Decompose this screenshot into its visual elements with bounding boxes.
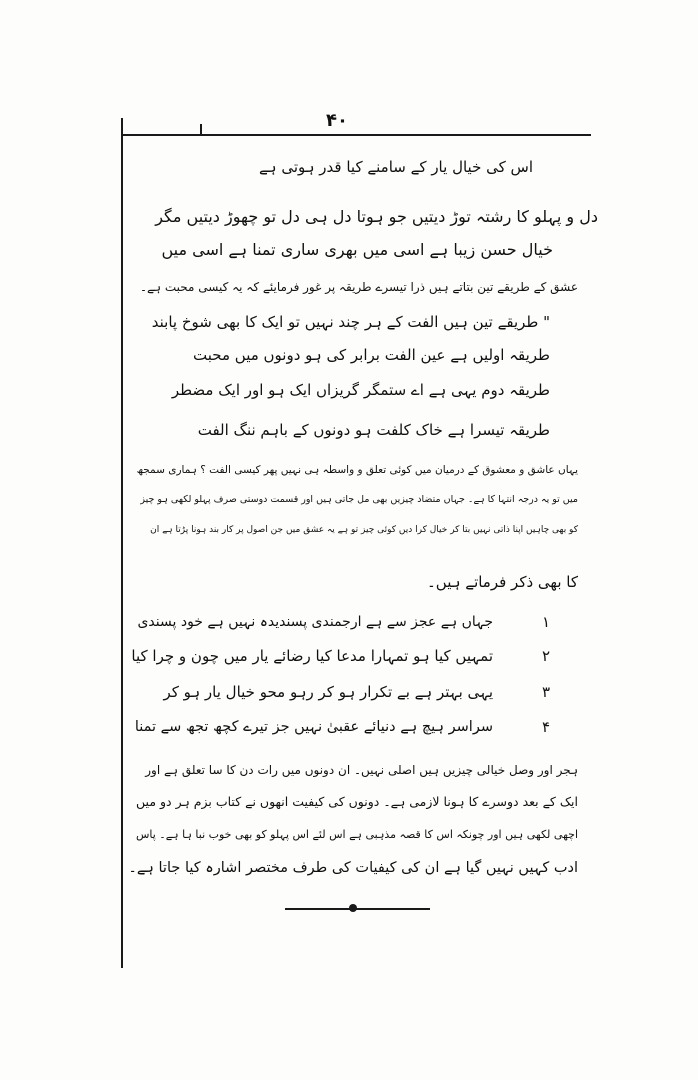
- footer-dot: [349, 904, 357, 912]
- header-tick: [200, 124, 202, 134]
- verse-line-7: جہاں ہے عجز سے ہے ارجمندی پسندیدہ نہیں ہے خود پسندی: [137, 614, 493, 630]
- text-line-6: کا بھی ذکر فرماتے ہیں۔: [426, 573, 578, 591]
- verse-line-2: خیال حسن زیبا ہے اسی میں بھری ساری تمنا ہے اسی میں: [161, 240, 553, 259]
- text-line-2: عشق کے طریقے تین بتاتے ہیں ذرا تیسرے طریقہ پر غور فرمایئے کہ یہ کیسی محبت ہے۔: [139, 280, 578, 294]
- text-line-10: ادب کہیں نہیں گیا ہے ان کی کیفیات کی طرف مختصر اشارہ کیا جاتا ہے۔: [128, 860, 578, 876]
- verse-line-4: طریقہ اولیں ہے عین الفت برابر کی ہو دونوں میں محبت: [193, 346, 550, 364]
- verse-line-9: یہی بہتر ہے بے تکرار ہو کر رہو محو خیال یار ہو کر: [163, 683, 493, 701]
- text-line-9: اچھی لکھی ہیں اور چونکہ اس کا قصہ مذہبی ہے اس لئے اس پہلو کو بھی خوب نبا ہا ہے۔ پاس: [135, 828, 578, 841]
- verse-marker-3: ۳: [541, 683, 550, 701]
- header-rule: [121, 134, 591, 136]
- verse-line-1: دل و پہلو کا رشتہ توڑ دیتیں جو ہوتا دل ہی دل تو چھوڑ دیتیں مگر: [155, 207, 598, 226]
- verse-line-5: طریقہ دوم یہی ہے اے ستمگر گریزاں ایک ہو اور ایک مضطر: [171, 381, 550, 399]
- text-line-8: ایک کے بعد دوسرے کا ہونا لازمی ہے۔ دونوں کی کیفیت انھوں نے کتاب بزم ہر دو میں: [136, 794, 578, 809]
- verse-line-6: طریقہ تیسرا ہے خاک کلفت ہو دونوں کے باہم ننگ الفت: [197, 421, 550, 439]
- text-line-3: یہاں عاشق و معشوق کے درمیان میں کوئی تعلق و واسطہ ہی نہیں پھر کیسی الفت ؟ ہماری سمجھ: [136, 464, 578, 476]
- verse-marker-4: ۴: [541, 718, 550, 736]
- text-line-5: کو بھی چاہیں اپنا ذاتی نہیں بتا کر خیال کرا دیں کوئی چیز تو ہے یہ عشق میں جن اصول پر کار بند ہونا پڑتا ہے ان: [150, 525, 578, 535]
- text-line-4: میں تو یہ درجہ انتہا کا ہے۔ جہاں متضاد چیزیں بھی مل جاتی ہیں اور قسمت دوستی صرف پہلو لکھی ہو چیز: [140, 494, 578, 505]
- footer-rule: [285, 908, 430, 910]
- verse-line-3: " طریقے تین ہیں الفت کے ہر چند نہیں تو ایک کا بھی شوخ پابند: [151, 313, 550, 331]
- verse-marker-1: ۱: [541, 613, 550, 631]
- text-line-1: اس کی خیال یار کے سامنے کیا قدر ہوتی ہے: [258, 158, 533, 176]
- margin-rule-vertical: [121, 118, 123, 968]
- verse-line-8: تمہیں کیا ہو تمہارا مدعا کیا رضائے یار میں چون و چرا کیا: [131, 647, 493, 665]
- text-line-7: ہجر اور وصل خیالی چیزیں ہیں اصلی نہیں۔ ان دونوں میں رات دن کا سا تعلق ہے اور: [145, 763, 578, 777]
- verse-marker-2: ۲: [541, 647, 550, 665]
- verse-line-10: سراسر ہیچ ہے دنیائے عقبیٰ نہیں جز تیرے کچھ تجھ سے تمنا: [134, 719, 493, 735]
- page-number: ۴۰: [326, 110, 348, 131]
